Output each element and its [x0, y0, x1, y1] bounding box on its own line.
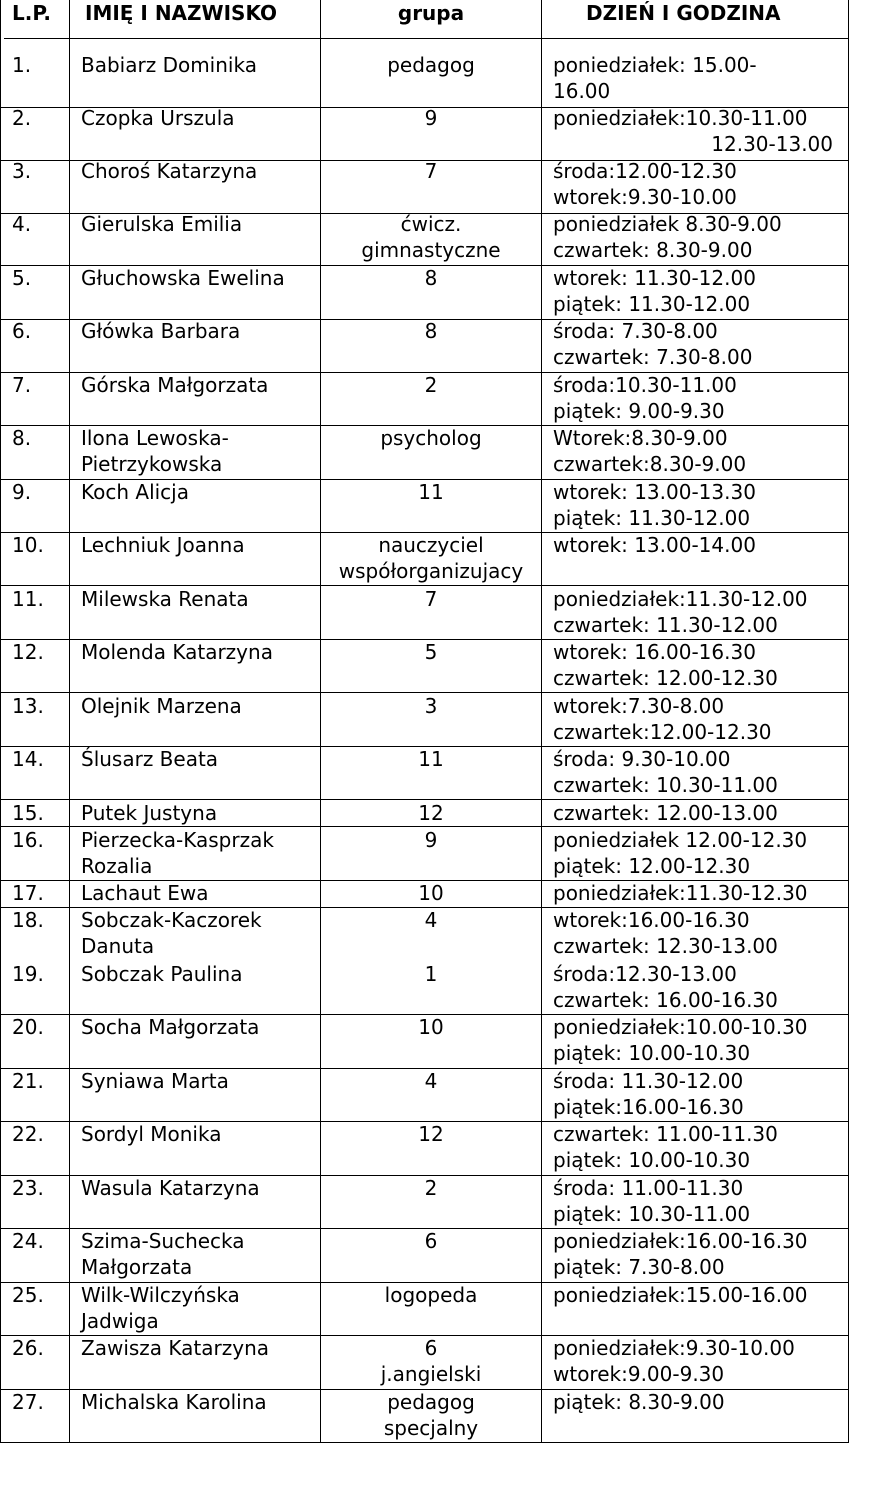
group-label: 2 [424, 1176, 438, 1200]
person-name: Ślusarz Beata [81, 747, 219, 771]
person-name: Wasula Katarzyna [81, 1176, 260, 1200]
group-label: psycholog [380, 426, 482, 450]
schedule-time: czwartek: 8.30-9.00 [553, 238, 753, 262]
person-name: Danuta [81, 934, 155, 958]
group-label: 12 [418, 1122, 444, 1146]
group-label: 4 [424, 1069, 438, 1093]
group-label: 8 [424, 266, 438, 290]
row-number: 20. [12, 1015, 44, 1039]
person-name: Putek Justyna [81, 801, 218, 825]
schedule-time: czwartek:12.00-12.30 [553, 720, 772, 744]
group-label: ćwicz. [400, 212, 462, 236]
schedule-time: środa:12.30-13.00 [553, 962, 737, 986]
row-number: 19. [12, 962, 44, 986]
schedule-time: piątek: 10.00-10.30 [553, 1041, 751, 1065]
row-number: 24. [12, 1229, 44, 1253]
person-name: Michalska Karolina [81, 1390, 267, 1414]
schedule-time: 16.00 [553, 79, 611, 103]
row-number: 3. [12, 159, 32, 183]
group-label: gimnastyczne [361, 238, 501, 262]
person-name: Rozalia [81, 854, 153, 878]
group-label: 10 [418, 881, 444, 905]
person-name: Pietrzykowska [81, 452, 223, 476]
row-number: 13. [12, 694, 44, 718]
group-label: j.angielski [380, 1362, 482, 1386]
schedule-time: poniedziałek:10.00-10.30 [553, 1015, 808, 1039]
schedule-time: środa: 9.30-10.00 [553, 747, 731, 771]
group-label: 5 [424, 640, 438, 664]
person-name: Pierzecka-Kasprzak [81, 828, 274, 852]
person-name: Lachaut Ewa [81, 881, 209, 905]
row-number: 14. [12, 747, 44, 771]
schedule-time: środa:10.30-11.00 [553, 373, 737, 397]
schedule-time: wtorek: 16.00-16.30 [553, 640, 756, 664]
row-number: 17. [12, 881, 44, 905]
group-label: 6 [424, 1229, 438, 1253]
person-name: Babiarz Dominika [81, 53, 257, 77]
schedule-time: czwartek: 7.30-8.00 [553, 345, 753, 369]
row-number: 10. [12, 533, 44, 557]
schedule-time: czwartek: 12.00-12.30 [553, 666, 778, 690]
column-divider [541, 0, 542, 1442]
group-label: 2 [424, 373, 438, 397]
schedule-time: piątek: 10.30-11.00 [553, 1202, 751, 1226]
row-number: 15. [12, 801, 44, 825]
schedule-time: czwartek: 11.00-11.30 [553, 1122, 778, 1146]
group-label: 3 [424, 694, 438, 718]
person-name: Ilona Lewoska- [81, 426, 229, 450]
row-number: 23. [12, 1176, 44, 1200]
group-label: 10 [418, 1015, 444, 1039]
person-name: Zawisza Katarzyna [81, 1336, 270, 1360]
schedule-time: piątek: 8.30-9.00 [553, 1390, 725, 1414]
row-number: 7. [12, 373, 32, 397]
schedule-time: wtorek: 13.00-13.30 [553, 480, 756, 504]
schedule-time: piątek: 12.00-12.30 [553, 854, 751, 878]
row-number: 9. [12, 480, 32, 504]
person-name: Socha Małgorzata [81, 1015, 260, 1039]
person-name: Czopka Urszula [81, 106, 235, 130]
row-number: 4. [12, 212, 32, 236]
row-number: 18. [12, 908, 44, 932]
group-label: 7 [424, 159, 438, 183]
group-label: 11 [418, 747, 444, 771]
schedule-time: poniedziałek:9.30-10.00 [553, 1336, 795, 1360]
schedule-time: czwartek: 10.30-11.00 [553, 773, 778, 797]
group-label: pedagog [387, 1390, 475, 1414]
schedule-time: poniedziałek:11.30-12.30 [553, 881, 808, 905]
person-name: Gierulska Emilia [81, 212, 243, 236]
person-name: Lechniuk Joanna [81, 533, 245, 557]
schedule-time: poniedziałek:16.00-16.30 [553, 1229, 808, 1253]
row-number: 2. [12, 106, 32, 130]
row-number: 21. [12, 1069, 44, 1093]
group-label: 11 [418, 480, 444, 504]
group-label: 1 [424, 962, 438, 986]
schedule-time: poniedziałek:15.00-16.00 [553, 1283, 808, 1307]
header-rule [4, 38, 849, 39]
person-name: Sordyl Monika [81, 1122, 222, 1146]
row-number: 6. [12, 319, 32, 343]
schedule-time: środa: 7.30-8.00 [553, 319, 718, 343]
schedule-time: wtorek:16.00-16.30 [553, 908, 750, 932]
person-name: Milewska Renata [81, 587, 249, 611]
group-label: nauczyciel [378, 533, 484, 557]
group-label: specjalny [383, 1416, 479, 1440]
header-name: IMIĘ I NAZWISKO [85, 1, 278, 25]
row-number: 16. [12, 828, 44, 852]
schedule-time: poniedziałek 12.00-12.30 [553, 828, 808, 852]
group-label: 9 [424, 106, 438, 130]
schedule-time: czwartek: 12.30-13.00 [553, 934, 778, 958]
person-name: Syniawa Marta [81, 1069, 229, 1093]
header-lp: L.P. [12, 1, 51, 25]
schedule-time: piątek: 9.00-9.30 [553, 399, 725, 423]
person-name: Głuchowska Ewelina [81, 266, 285, 290]
schedule-time: czwartek: 11.30-12.00 [553, 613, 778, 637]
schedule-time: piątek: 11.30-12.00 [553, 292, 751, 316]
schedule-time: poniedziałek:11.30-12.00 [553, 587, 808, 611]
person-name: Sobczak Paulina [81, 962, 243, 986]
schedule-time: środa:12.00-12.30 [553, 159, 737, 183]
schedule-time: czwartek: 16.00-16.30 [553, 988, 778, 1012]
row-number: 25. [12, 1283, 44, 1307]
person-name: Górska Małgorzata [81, 373, 269, 397]
row-number: 11. [12, 587, 44, 611]
row-number: 8. [12, 426, 32, 450]
row-number: 22. [12, 1122, 44, 1146]
person-name: Wilk-Wilczyńska [81, 1283, 240, 1307]
schedule-time: wtorek:7.30-8.00 [553, 694, 725, 718]
schedule-time: piątek: 11.30-12.00 [553, 506, 751, 530]
schedule-time: piątek: 7.30-8.00 [553, 1255, 725, 1279]
schedule-time: środa: 11.30-12.00 [553, 1069, 744, 1093]
person-name: Olejnik Marzena [81, 694, 242, 718]
person-name: Choroś Katarzyna [81, 159, 258, 183]
schedule-time: środa: 11.00-11.30 [553, 1176, 744, 1200]
person-name: Jadwiga [81, 1309, 159, 1333]
group-label: pedagog [387, 53, 475, 77]
group-label: logopeda [384, 1283, 478, 1307]
schedule-time: czwartek: 12.00-13.00 [553, 801, 778, 825]
table-border-left [0, 0, 1, 1442]
schedule-time: piątek:16.00-16.30 [553, 1095, 744, 1119]
column-divider [69, 0, 70, 1442]
group-label: 6 [424, 1336, 438, 1360]
header-time: DZIEŃ I GODZINA [586, 1, 781, 25]
schedule-time: piątek: 10.00-10.30 [553, 1148, 751, 1172]
table-border-right [848, 0, 849, 1442]
group-label: 8 [424, 319, 438, 343]
group-label: 9 [424, 828, 438, 852]
group-label: 4 [424, 908, 438, 932]
person-name: Molenda Katarzyna [81, 640, 273, 664]
row-number: 12. [12, 640, 44, 664]
row-number: 26. [12, 1336, 44, 1360]
person-name: Główka Barbara [81, 319, 241, 343]
schedule-time: 12.30-13.00 [711, 132, 833, 156]
row-number: 1. [12, 53, 32, 77]
schedule-time: poniedziałek: 15.00- [553, 53, 757, 77]
schedule-time: Wtorek:8.30-9.00 [553, 426, 728, 450]
group-label: 12 [418, 801, 444, 825]
person-name: Szima-Suchecka [81, 1229, 245, 1253]
table-border-bottom [0, 1442, 849, 1443]
schedule-time: wtorek: 11.30-12.00 [553, 266, 756, 290]
row-number: 5. [12, 266, 32, 290]
group-label: współorganizujacy [338, 559, 524, 583]
header-group: grupa [397, 1, 465, 25]
schedule-time: poniedziałek 8.30-9.00 [553, 212, 782, 236]
row-number: 27. [12, 1390, 44, 1414]
schedule-time: poniedziałek:10.30-11.00 [553, 106, 808, 130]
schedule-time: wtorek: 13.00-14.00 [553, 533, 756, 557]
person-name: Koch Alicja [81, 480, 189, 504]
person-name: Małgorzata [81, 1255, 193, 1279]
schedule-time: czwartek:8.30-9.00 [553, 452, 747, 476]
group-label: 7 [424, 587, 438, 611]
schedule-time: wtorek:9.00-9.30 [553, 1362, 725, 1386]
person-name: Sobczak-Kaczorek [81, 908, 262, 932]
schedule-time: wtorek:9.30-10.00 [553, 185, 737, 209]
